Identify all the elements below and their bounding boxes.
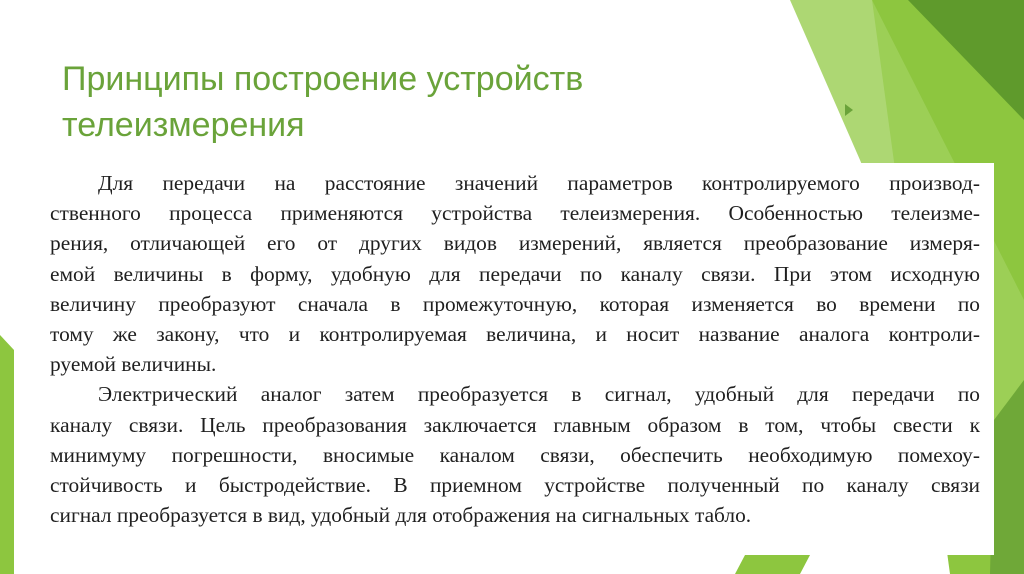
- slide-title: [62, 56, 822, 148]
- text-line: рения, отличающей его от других видов измерений, является преобразование измеря-: [50, 231, 980, 256]
- scanned-text-box: [30, 163, 994, 555]
- green-facet-bottom-mid: [735, 555, 810, 574]
- text-line: стойчивость и быстродействие. В приемном устройстве полученный по каналу связи: [50, 473, 980, 498]
- green-facet-left: [0, 335, 14, 574]
- text-line: сигнал преобразуется в вид, удобный для отображения на сигнальных табло.: [50, 503, 752, 528]
- paragraph-1: [50, 168, 980, 379]
- slide-title-line2: телеизмерения: [62, 106, 305, 144]
- paragraph-2: [50, 379, 980, 530]
- text-line: Электрический аналог затем преобразуется в сигнал, удобный для передачи по: [98, 382, 980, 407]
- text-line: ственного процесса применяются устройства телеизмерения. Особенностью телеизме-: [50, 201, 980, 226]
- slide-title-line1: Принципы построение устройств: [62, 60, 584, 98]
- text-line: каналу связи. Цель преобразования заключается главным образом в том, чтобы свести к: [50, 412, 980, 437]
- text-line: тому же закону, что и контролируемая величина, и носит название аналога контроли-: [50, 322, 980, 347]
- text-line: величину преобразуют сначала в промежуточную, которая изменяется во времени по: [50, 291, 980, 316]
- text-line: Для передачи на расстояние значений параметров контролируемого производ-: [98, 171, 980, 195]
- text-line: минимуму погрешности, вносимые каналом связи, обеспечить необходимую помехоу-: [50, 442, 980, 467]
- text-line: руемой величины.: [50, 352, 217, 377]
- text-line: емой величины в форму, удобную для передачи по каналу связи. При этом исходную: [50, 261, 980, 286]
